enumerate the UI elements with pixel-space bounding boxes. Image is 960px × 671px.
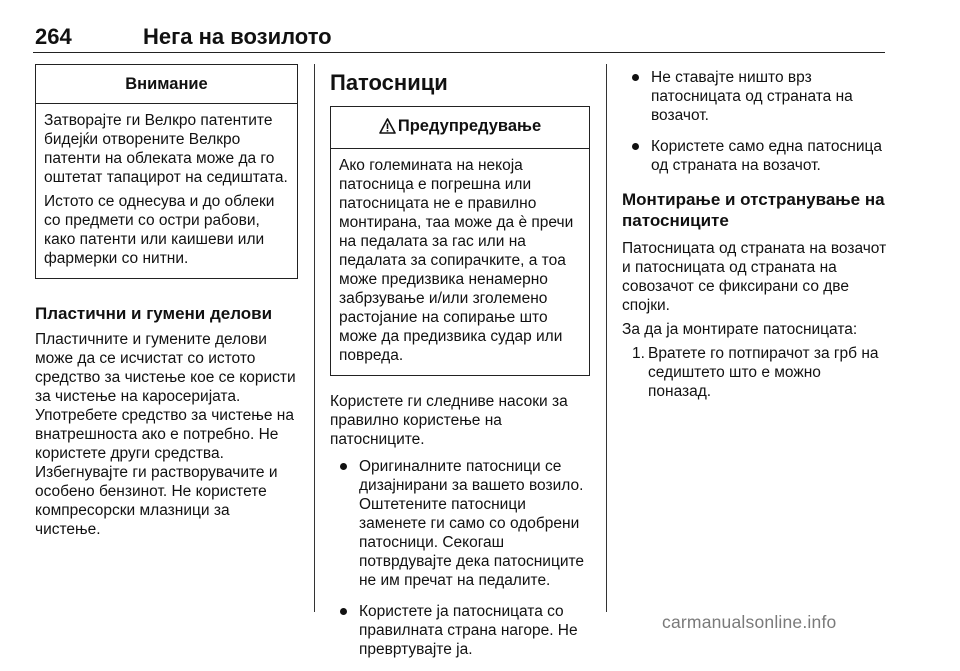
column-middle xyxy=(330,64,590,671)
section-title-plastic-rubber: Пластични и гумени делови xyxy=(35,304,273,323)
warning-box-title: Предупредување xyxy=(397,117,542,135)
bullet-icon xyxy=(632,74,639,81)
column-left xyxy=(35,64,298,544)
column-divider-2 xyxy=(606,64,607,612)
watermark: carmanualsonline.info xyxy=(662,612,837,632)
floor-mats-guidelines-continued xyxy=(622,68,887,175)
bullet-icon xyxy=(340,463,347,470)
caution-box-body xyxy=(36,104,297,278)
list-item xyxy=(622,344,887,401)
caution-paragraph-2: Истото се однесува и до облеки со предмети со остри рабови, како патенти или каишеви или фармерки со нитни. xyxy=(44,193,275,267)
warning-box-body xyxy=(331,149,589,375)
list-item: Не ставајте ништо врз патосницата од страната на возачот. xyxy=(622,68,887,125)
step-text: Вратете го потпирачот за грб на седиштето што е можно поназад. xyxy=(648,345,879,400)
warning-box xyxy=(330,106,590,376)
page-header xyxy=(33,18,885,53)
floor-mats-guidelines xyxy=(330,457,590,659)
warning-triangle-icon xyxy=(379,118,396,139)
column-right xyxy=(622,64,887,401)
caution-paragraph-1: Затворајте ги Велкро патентите бидејќи отворените Велкро патенти на облеката може да го оштетат тапацирот на седиштата. xyxy=(44,112,288,186)
section-text-plastic-rubber: Пластичните и гумените делови може да се исчистат со истото средство за чистење кое се користи за чистење на каросеријата. Употребете средство за чистење на внатрешноста ако е потребно. Не користете други средства. Избегнувајте ги растворувачите и особено бензинот. Не користете компресорски млазници за чистење. xyxy=(35,331,296,538)
column-divider-1 xyxy=(314,64,315,612)
install-paragraph-2: За да ја монтирате патосницата: xyxy=(622,321,858,338)
warning-box-header xyxy=(331,107,589,149)
install-steps xyxy=(622,344,887,401)
step-number: 1. xyxy=(632,345,645,362)
bullet-icon xyxy=(340,608,347,615)
list-item: Користете само една патосница од страната на возачот. xyxy=(622,137,887,175)
floor-mats-intro: Користете ги следниве насоки за правилно користење на патосниците. xyxy=(330,393,568,448)
caution-box-title: Внимание xyxy=(36,65,297,104)
caution-box xyxy=(35,64,298,279)
chapter-title: Нега на возилото xyxy=(143,24,332,49)
bullet-icon xyxy=(632,143,639,150)
warning-text: Ако големината на некоја патосница е погрешна или патосницата не е правилно монтирана, таа може да ѐ пречи на педалата за гас или на педалата за сопирачките, а тоа може предизвика ненамерно забрзување и/или зголемено растојание на сопирање што може да предизвика судар или повреда. xyxy=(339,157,574,364)
section-title-install-remove: Монтирање и отстранување на патосниците xyxy=(622,190,885,230)
section-title-floor-mats: Патосници xyxy=(330,70,448,95)
list-item: Оригиналните патосници се дизајнирани за вашето возило. Оштетените патосници заменете ги само со одобрени патосници. Секогаш потврдувајте дека патосниците не им пречат на педалите. xyxy=(330,457,590,590)
list-item: Користете ја патосницата со правилната страна нагоре. Не превртувајте ја. xyxy=(330,602,590,659)
install-paragraph-1: Патосницата од страната на возачот и патосницата од страната на совозачот се фиксирани со две спојки. xyxy=(622,240,887,314)
page-number: 264 xyxy=(35,24,72,49)
